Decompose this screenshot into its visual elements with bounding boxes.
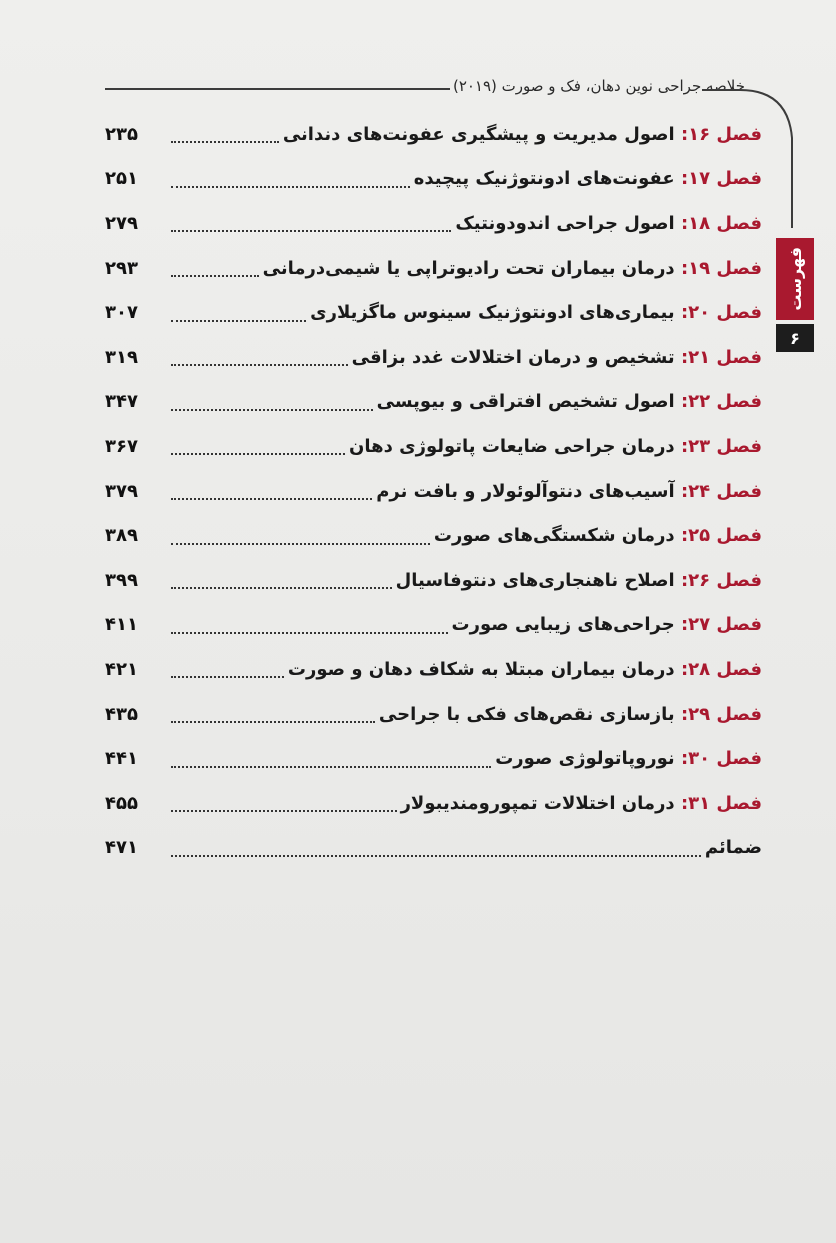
toc-entry-label (349, 436, 762, 457)
chapter-title: اصول مدیریت و پیشگیری عفونت‌های دندانی (282, 123, 675, 145)
toc-entry-label (705, 837, 762, 858)
chapter-title: آسیب‌های دنتوآلوئولار و بافت نرم (376, 480, 675, 502)
toc-entry (105, 603, 762, 648)
dot-leader (171, 218, 451, 232)
toc-entry (105, 157, 762, 202)
dot-leader (171, 129, 279, 143)
toc-entry-label (401, 793, 762, 814)
chapter-title: عفونت‌های ادونتوژنیک پیچیده (413, 168, 675, 190)
chapter-number: فصل ۲۶: (680, 569, 762, 591)
page-number: ۳۷۹ (105, 480, 138, 502)
chapter-title: اصول تشخیص افتراقی و بیوپسی (376, 391, 675, 413)
toc-entry-label (263, 258, 762, 279)
dot-leader (171, 798, 397, 812)
toc-entry (105, 246, 762, 291)
chapter-title: درمان جراحی ضایعات پاتولوژی دهان (348, 435, 675, 457)
dot-leader (171, 352, 348, 366)
page-number: ۴۵۵ (105, 792, 138, 814)
page-number: ۴۳۵ (105, 703, 138, 725)
toc-entry-label (288, 659, 762, 680)
toc-entry (105, 112, 762, 157)
chapter-title: اصلاح ناهنجاری‌های دنتوفاسیال (395, 569, 675, 591)
page-number: ۴۲۱ (105, 658, 138, 680)
toc-entry-label (495, 748, 762, 769)
chapter-title: تشخیص و درمان اختلالات غدد بزاقی (351, 346, 675, 368)
dot-leader (171, 308, 306, 322)
page-number: ۳۸۹ (105, 525, 138, 547)
chapter-title: درمان شکستگی‌های صورت (433, 525, 675, 547)
page-number: ۴۴۱ (105, 748, 138, 770)
chapter-title: نوروپاتولوژی صورت (495, 748, 675, 770)
toc-entry-label (377, 391, 762, 412)
page-number-box: ۶ (776, 324, 814, 352)
toc-entry-label (455, 213, 762, 234)
chapter-title: بیماری‌های ادونتوژنیک سینوس ماگزیلاری (310, 302, 675, 324)
toc-entry-label (434, 525, 762, 546)
toc-entry (105, 469, 762, 514)
section-tab (776, 238, 814, 320)
chapter-number: فصل ۲۷: (680, 614, 762, 636)
chapter-title: اصول جراحی اندودونتیک (455, 212, 675, 234)
dot-leader (171, 486, 372, 500)
chapter-title: درمان اختلالات تمپورومندیبولار (400, 792, 675, 814)
chapter-number: فصل ۲۹: (680, 703, 762, 725)
chapter-number: فصل ۲۲: (680, 391, 762, 413)
toc-entry (105, 513, 762, 558)
toc-entry-label (283, 124, 762, 145)
page-number: ۲۷۹ (105, 212, 138, 234)
chapter-number: فصل ۲۸: (680, 658, 762, 680)
toc-entry (105, 736, 762, 781)
toc-entry (105, 380, 762, 425)
dot-leader (171, 397, 373, 411)
chapter-number: فصل ۳۰: (680, 748, 762, 770)
toc-entry (105, 201, 762, 246)
chapter-number: فصل ۱۹: (680, 257, 762, 279)
toc-entry-label (379, 704, 762, 725)
page-number: ۲۹۳ (105, 257, 138, 279)
page-number: ۲۵۱ (105, 168, 138, 190)
dot-leader (171, 263, 259, 277)
dot-leader (171, 709, 375, 723)
dot-leader (171, 174, 410, 188)
toc-entry (105, 781, 762, 826)
chapter-number: فصل ۱۸: (680, 212, 762, 234)
header-rule (105, 88, 450, 90)
page-number: ۳۶۷ (105, 435, 138, 457)
toc-entry (105, 558, 762, 603)
dot-leader (171, 620, 448, 634)
toc-entry (105, 692, 762, 737)
table-of-contents (105, 112, 762, 870)
chapter-number: فصل ۲۴: (680, 480, 762, 502)
section-tab-label: فهرست (785, 247, 805, 311)
chapter-number: فصل ۲۱: (680, 346, 762, 368)
dot-leader (171, 531, 430, 545)
chapter-number: فصل ۱۶: (680, 123, 762, 145)
page-number: ۳۹۹ (105, 569, 138, 591)
dot-leader (171, 843, 701, 857)
chapter-title: درمان بیماران مبتلا به شکاف دهان و صورت (287, 658, 675, 680)
chapter-number: فصل ۲۵: (680, 525, 762, 547)
toc-entry-label (376, 481, 762, 502)
chapter-title: ضمائم (704, 837, 762, 859)
toc-entry (105, 647, 762, 692)
running-header-title: خلاصه جراحی نوین دهان، فک و صورت (۲۰۱۹) (452, 77, 745, 95)
toc-entry-label (414, 168, 762, 189)
chapter-number: فصل ۱۷: (680, 168, 762, 190)
chapter-number: فصل ۲۰: (680, 302, 762, 324)
page-number: ۴۱۱ (105, 614, 138, 636)
toc-entry (105, 290, 762, 335)
chapter-number: فصل ۲۳: (680, 435, 762, 457)
dot-leader (171, 754, 491, 768)
toc-entry (105, 826, 762, 871)
page-number: ۴۷۱ (105, 837, 138, 859)
dot-leader (171, 441, 345, 455)
toc-entry-label (396, 570, 762, 591)
dot-leader (171, 664, 284, 678)
page-number: ۲۳۵ (105, 123, 138, 145)
toc-entry (105, 335, 762, 380)
chapter-title: بازسازی نقص‌های فکی با جراحی (378, 703, 675, 725)
chapter-number: فصل ۳۱: (680, 792, 762, 814)
chapter-title: درمان بیماران تحت رادیوتراپی یا شیمی‌درمانی (262, 257, 675, 279)
chapter-title: جراحی‌های زیبایی صورت (451, 614, 675, 636)
toc-entry-label (352, 347, 762, 368)
page-number: ۳۰۷ (105, 302, 138, 324)
toc-entry (105, 424, 762, 469)
page-number: ۳۴۷ (105, 391, 138, 413)
toc-entry-label (452, 614, 762, 635)
toc-entry-label (310, 302, 762, 323)
page-number: ۳۱۹ (105, 346, 138, 368)
dot-leader (171, 575, 392, 589)
